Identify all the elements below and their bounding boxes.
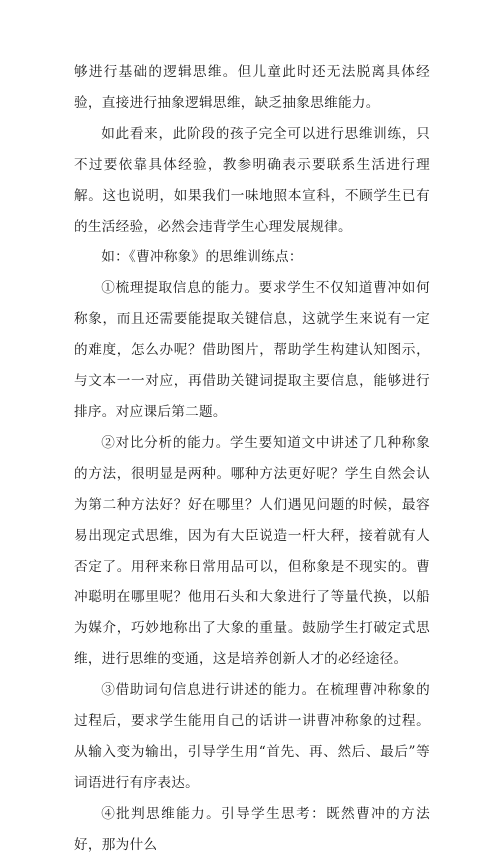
paragraph-example-heading: 如：《曹冲称象》的思维训练点： xyxy=(101,249,303,266)
paragraph-analysis: 如此看来，此阶段的孩子完全可以进行思维训练，只不过要依靠具体经验，教参明确表示要联系生活进行理解。这也说明，如果我们一味地照本宣科，不顾学生已有的生活经验，必然会违背学生心理发展规律。 xyxy=(74,125,430,235)
body-text xyxy=(74,57,430,861)
paragraph-continuation: 够进行基础的逻辑思维。但儿童此时还无法脱离具体经验，直接进行抽象逻辑思维，缺乏抽象思维能力。 xyxy=(74,64,430,111)
paragraph-point-4: ④批判思维能力。引导学生思考：既然曹冲的方法好，那为什么 xyxy=(74,805,430,853)
paragraph-point-2: ②对比分析的能力。学生要知道文中讲述了几种称象的方法，很明显是两种。哪种方法更好呢？学生自然会认为第二种方法好？好在哪里？人们遇见问题的时候，最容易出现定式思维，因为有大臣说造一杆大秤，接着就有人否定了。用秤来称日常用品可以，但称象是不现实的。曹冲聪明在哪里呢？他用石头和大象进行了等量代换，以船为媒介，巧妙地称出了大象的重量。鼓励学生打破定式思维，进行思维的变通，这是培养创新人才的必经途径。 xyxy=(74,434,430,668)
paragraph-point-1: ①梳理提取信息的能力。要求学生不仅知道曹冲如何称象，而且还需要能提取关键信息，这就学生来说有一定的难度，怎么办呢？借助图片，帮助学生构建认知图示，与文本一一对应，再借助关键词提取主要信息，能够进行排序。对应课后第二题。 xyxy=(74,280,430,420)
paragraph-point-3: ③借助词句信息进行讲述的能力。在梳理曹冲称象的过程后，要求学生能用自己的话讲一讲曹冲称象的过程。从输入变为输出，引导学生用“首先、再、然后、最后”等词语进行有序表达。 xyxy=(74,682,430,791)
